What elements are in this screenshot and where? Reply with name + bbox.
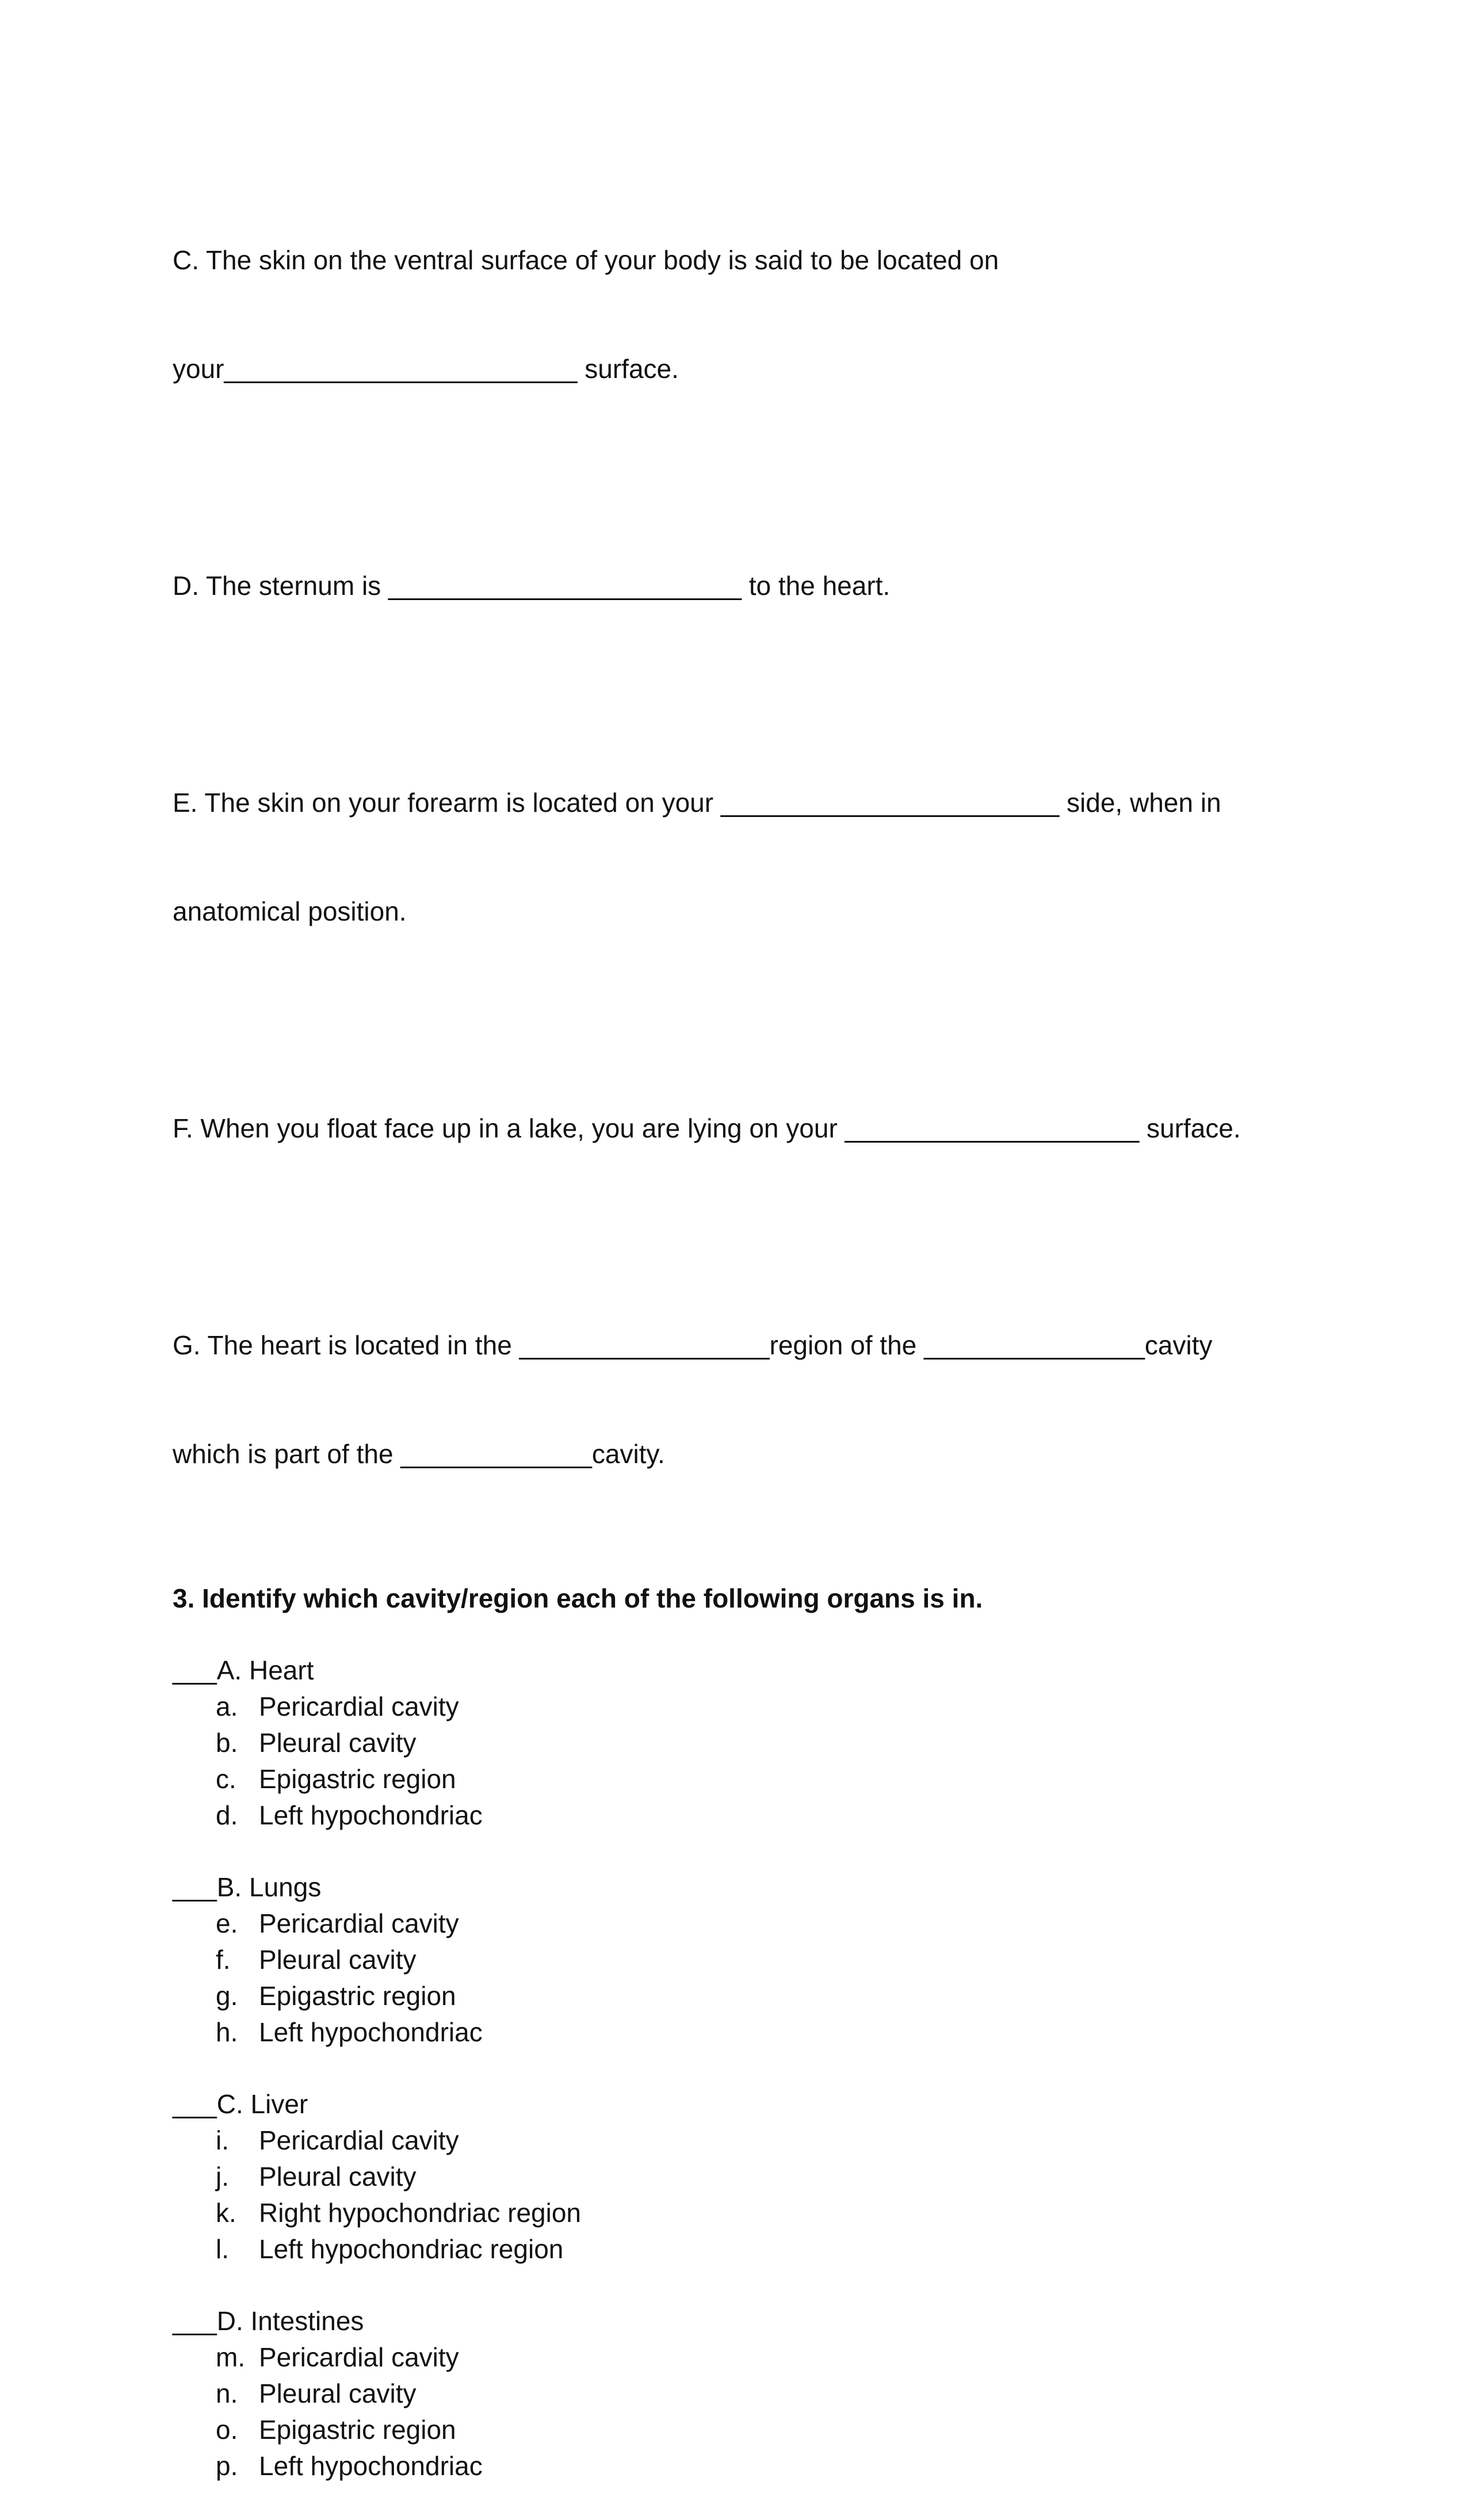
option-text: Epigastric region xyxy=(259,2415,456,2445)
option-list xyxy=(173,1906,1312,2051)
option-letter: m. xyxy=(216,2342,246,2372)
option-letter: c. xyxy=(216,1764,236,1794)
question-g-line2: which is part of the _____________cavity. xyxy=(173,1439,665,1469)
organ-question-lungs xyxy=(173,1869,1312,2051)
option-letter: l. xyxy=(216,2234,229,2264)
question-e-line2: anatomical position. xyxy=(173,896,407,926)
option-list xyxy=(173,2339,1312,2484)
option-text: Left hypochondriac xyxy=(259,2017,483,2047)
list-item xyxy=(173,2122,1312,2159)
option-letter: i. xyxy=(216,2125,229,2155)
organ-question-title: ___B. Lungs xyxy=(173,1872,322,1902)
organ-question-title: ___D. Intestines xyxy=(173,2306,364,2336)
list-item xyxy=(173,2231,1312,2267)
option-list xyxy=(173,2122,1312,2267)
option-letter: n. xyxy=(216,2378,238,2408)
organ-question-heart xyxy=(173,1652,1312,1834)
option-text: Left hypochondriac region xyxy=(259,2234,564,2264)
list-item xyxy=(173,1797,1312,1834)
list-item xyxy=(173,2339,1312,2376)
list-item xyxy=(173,1906,1312,1942)
question-g xyxy=(173,1255,1312,1545)
list-item xyxy=(173,2376,1312,2412)
option-text: Epigastric region xyxy=(259,1764,456,1794)
option-text: Pleural cavity xyxy=(259,2162,417,2191)
option-text: Right hypochondriac region xyxy=(259,2198,582,2228)
section-3-heading: 3. Identify which cavity/region each of the following organs is in. xyxy=(173,1583,983,1613)
list-item xyxy=(173,2159,1312,2195)
option-text: Pleural cavity xyxy=(259,1728,417,1758)
organ-question-liver xyxy=(173,2086,1312,2267)
option-letter: b. xyxy=(216,1728,238,1758)
option-letter: j. xyxy=(216,2162,229,2191)
question-c-line1: C. The skin on the ventral surface of your body is said to be located on xyxy=(173,245,999,275)
list-item xyxy=(173,1942,1312,1978)
worksheet-page xyxy=(173,170,1312,2520)
option-text: Epigastric region xyxy=(259,1981,456,2011)
option-text: Pleural cavity xyxy=(259,1945,417,1975)
option-letter: f. xyxy=(216,1945,231,1975)
question-f xyxy=(173,1038,1312,1219)
list-item xyxy=(173,1761,1312,1797)
list-item xyxy=(173,2014,1312,2051)
question-f-line1: F. When you float face up in a lake, you are lying on your ____________________ surface. xyxy=(173,1113,1241,1143)
option-text: Left hypochondriac xyxy=(259,2451,483,2481)
list-item xyxy=(173,1689,1312,1725)
option-text: Pericardial cavity xyxy=(259,1908,459,1938)
question-c-line2: your________________________ surface. xyxy=(173,354,679,384)
option-text: Pericardial cavity xyxy=(259,1692,459,1721)
list-item xyxy=(173,2448,1312,2484)
option-letter: o. xyxy=(216,2415,238,2445)
organ-question-title: ___A. Heart xyxy=(173,1655,314,1685)
question-d xyxy=(173,495,1312,677)
organ-question-intestines xyxy=(173,2303,1312,2484)
option-text: Pericardial cavity xyxy=(259,2342,459,2372)
list-item xyxy=(173,2412,1312,2448)
option-letter: e. xyxy=(216,1908,238,1938)
option-letter: a. xyxy=(216,1692,238,1721)
option-text: Pleural cavity xyxy=(259,2378,417,2408)
question-e xyxy=(173,712,1312,1002)
question-d-line1: D. The sternum is ________________________ to the heart. xyxy=(173,571,891,601)
option-letter: k. xyxy=(216,2198,236,2228)
option-text: Left hypochondriac xyxy=(259,1800,483,1830)
question-e-line1: E. The skin on your forearm is located on your _______________________ side, when in xyxy=(173,788,1221,818)
option-letter: g. xyxy=(216,1981,238,2011)
option-letter: d. xyxy=(216,1800,238,1830)
question-g-line1: G. The heart is located in the _________________region of the _______________cavity xyxy=(173,1330,1213,1360)
list-item xyxy=(173,1725,1312,1761)
organ-question-title: ___C. Liver xyxy=(173,2089,308,2119)
option-letter: p. xyxy=(216,2451,238,2481)
option-text: Pericardial cavity xyxy=(259,2125,459,2155)
list-item xyxy=(173,1978,1312,2014)
option-letter: h. xyxy=(216,2017,238,2047)
question-c xyxy=(173,170,1312,460)
option-list xyxy=(173,1689,1312,1834)
list-item xyxy=(173,2195,1312,2231)
